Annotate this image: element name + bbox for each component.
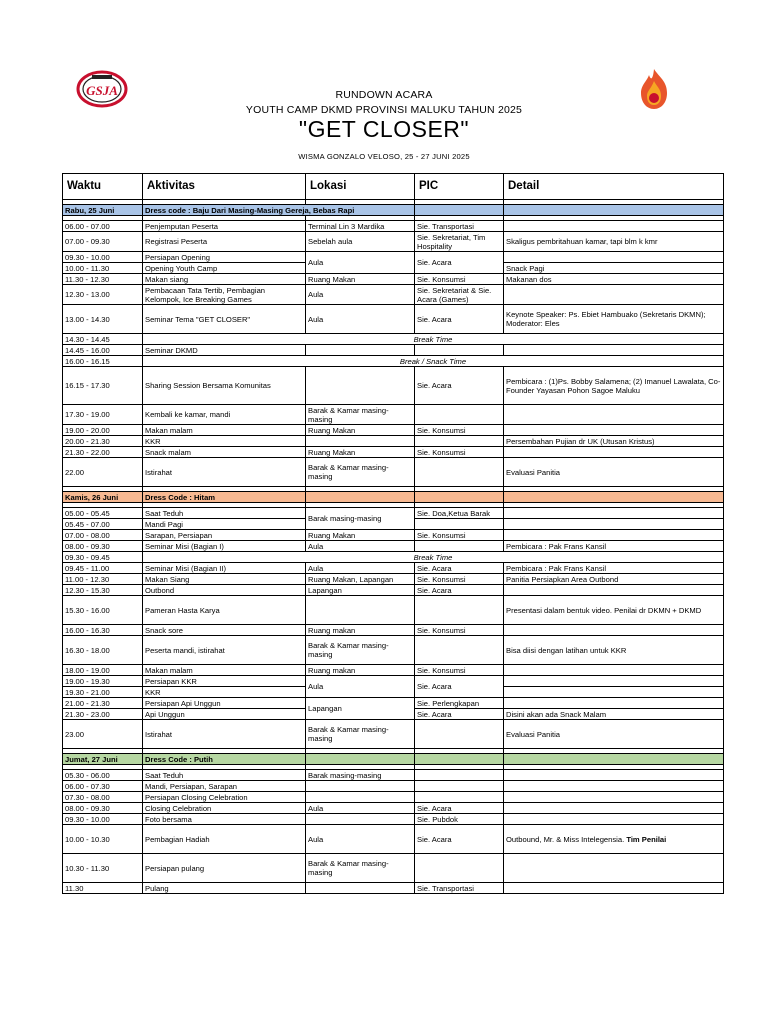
cell-activity: Pembagian Hadiah — [143, 825, 306, 854]
cell-activity: Saat Teduh — [143, 508, 306, 519]
cell-location: Barak & Kamar masing-masing — [306, 636, 415, 665]
cell-detail: Evaluasi Panitia — [504, 720, 724, 749]
cell-pic: Sie. Konsumsi — [415, 574, 504, 585]
cell-location: Ruang Makan — [306, 425, 415, 436]
cell-location: Aula — [306, 676, 415, 698]
cell-detail — [504, 508, 724, 519]
cell-time: 22.00 — [63, 458, 143, 487]
cell-location — [306, 781, 415, 792]
cell-location: Aula — [306, 825, 415, 854]
cell-location: Barak & Kamar masing-masing — [306, 405, 415, 425]
dress-code: Dress Code : Hitam — [143, 492, 306, 503]
cell-activity: Foto bersama — [143, 814, 306, 825]
cell-location: Barak & Kamar masing-masing — [306, 854, 415, 883]
svg-text:GSJA: GSJA — [86, 83, 118, 98]
table-row — [63, 585, 724, 596]
col-header-pic: PIC — [415, 174, 504, 200]
cell-time: 05.30 - 06.00 — [63, 770, 143, 781]
table-row — [63, 252, 724, 263]
cell-detail — [504, 625, 724, 636]
table-row — [63, 665, 724, 676]
cell-activity: Kembali ke kamar, mandi — [143, 405, 306, 425]
cell-detail — [504, 405, 724, 425]
cell-location: Sebelah aula — [306, 232, 415, 252]
cell-activity: Api Unggun — [143, 709, 306, 720]
cell-time: 06.00 - 07.00 — [63, 221, 143, 232]
cell-location: Ruang Makan — [306, 274, 415, 285]
table-row — [63, 345, 724, 356]
cell-time: 16.15 - 17.30 — [63, 367, 143, 405]
day-date: Rabu, 25 Juni — [63, 205, 143, 216]
cell-detail: Bisa diisi dengan latihan untuk KKR — [504, 636, 724, 665]
day-date: Kamis, 26 Juni — [63, 492, 143, 503]
table-row — [63, 698, 724, 709]
cell-time: 19.00 - 19.30 — [63, 676, 143, 687]
col-header-lokasi: Lokasi — [306, 174, 415, 200]
cell-location: Ruang Makan — [306, 447, 415, 458]
cell-detail: Panitia Persiapkan Area Outbond — [504, 574, 724, 585]
cell-pic: Sie. Konsumsi — [415, 274, 504, 285]
cell-location — [306, 596, 415, 625]
doc-heading-event: YOUTH CAMP DKMD PROVINSI MALUKU TAHUN 2025 — [245, 104, 523, 116]
cell-activity: Makan siang — [143, 274, 306, 285]
cell-detail — [504, 825, 724, 854]
cell-activity: Snack malam — [143, 447, 306, 458]
table-row — [63, 221, 724, 232]
cell-pic — [415, 541, 504, 552]
table-row — [63, 770, 724, 781]
cell-detail: Persembahan Pujian dr UK (Utusan Kristus) — [504, 436, 724, 447]
cell-location: Barak masing-masing — [306, 770, 415, 781]
cell-location — [306, 814, 415, 825]
cell-time: 09.45 - 11.00 — [63, 563, 143, 574]
cell-detail — [504, 792, 724, 803]
cell-pic: Sie. Doa,Ketua Barak — [415, 508, 504, 519]
cell-time: 09.30 - 09.45 — [63, 552, 143, 563]
cell-pic: Sie. Acara — [415, 825, 504, 854]
cell-detail: Evaluasi Panitia — [504, 458, 724, 487]
cell-detail — [504, 665, 724, 676]
cell-time: 19.00 - 20.00 — [63, 425, 143, 436]
cell-time: 11.30 - 12.30 — [63, 274, 143, 285]
cell-activity: Sarapan, Persiapan — [143, 530, 306, 541]
cell-location: Terminal Lin 3 Mardika — [306, 221, 415, 232]
cell-activity: Snack sore — [143, 625, 306, 636]
cell-time: 05.45 - 07.00 — [63, 519, 143, 530]
cell-activity: Istirahat — [143, 720, 306, 749]
table-row — [63, 530, 724, 541]
col-header-detail: Detail — [504, 174, 724, 200]
cell-detail: Pembicara : (1)Ps. Bobby Salamena; (2) Imanuel Lawalata, Co-Founder Yayasan Pohon Sagoe Maluku — [504, 367, 724, 405]
rundown-table — [62, 173, 724, 894]
cell-pic: Sie. Acara — [415, 585, 504, 596]
table-row — [63, 854, 724, 883]
cell-pic: Sie. Acara — [415, 803, 504, 814]
cell-activity: Persiapan pulang — [143, 854, 306, 883]
cell-activity: Penjemputan Peserta — [143, 221, 306, 232]
cell-time: 16.30 - 18.00 — [63, 636, 143, 665]
cell-time: 08.00 - 09.30 — [63, 541, 143, 552]
cell-detail — [504, 770, 724, 781]
cell-detail — [504, 676, 724, 687]
cell-location: Lapangan — [306, 698, 415, 720]
table-row — [63, 367, 724, 405]
cell-detail — [504, 285, 724, 305]
cell-pic: Sie. Sekretariat & Sie. Acara (Games) — [415, 285, 504, 305]
day-header-row — [63, 492, 724, 503]
cell-activity: Makan malam — [143, 425, 306, 436]
day-header-row — [63, 754, 724, 765]
day-date: Jumat, 27 Juni — [63, 754, 143, 765]
cell-activity: Pembacaan Tata Tertib, Pembagian Kelompok, Ice Breaking Games — [143, 285, 306, 305]
table-row — [63, 552, 724, 563]
cell-pic: Sie. Konsumsi — [415, 447, 504, 458]
cell-pic — [415, 770, 504, 781]
table-row — [63, 508, 724, 519]
cell-pic — [415, 792, 504, 803]
cell-activity: Persiapan KKR — [143, 676, 306, 687]
table-row — [63, 285, 724, 305]
doc-heading-rundown: RUNDOWN ACARA — [335, 89, 433, 101]
cell-activity: Seminar Misi (Bagian II) — [143, 563, 306, 574]
cell-pic: Sie. Pubdok — [415, 814, 504, 825]
doc-venue: WISMA GONZALO VELOSO, 25 - 27 JUNI 2025 — [298, 152, 470, 161]
cell-location: Lapangan — [306, 585, 415, 596]
cell-time: 05.00 - 05.45 — [63, 508, 143, 519]
table-row — [63, 356, 724, 367]
cell-location: Aula — [306, 305, 415, 334]
cell-time: 11.30 — [63, 883, 143, 894]
table-row — [63, 447, 724, 458]
cell-time: 12.30 - 15.30 — [63, 585, 143, 596]
doc-title: "GET CLOSER" — [298, 116, 470, 142]
cell-time: 12.30 - 13.00 — [63, 285, 143, 305]
table-row — [63, 792, 724, 803]
cell-location: Aula — [306, 563, 415, 574]
cell-location: Ruang makan — [306, 665, 415, 676]
cell-detail — [504, 447, 724, 458]
cell-time: 18.00 - 19.00 — [63, 665, 143, 676]
cell-pic — [415, 854, 504, 883]
table-row — [63, 636, 724, 665]
table-row — [63, 883, 724, 894]
table-row — [63, 232, 724, 252]
cell-activity: Persiapan Closing Celebration — [143, 792, 306, 803]
detail-bold-text: Tim Penilai — [626, 834, 667, 844]
table-row — [63, 305, 724, 334]
cell-time: 23.00 — [63, 720, 143, 749]
cell-location: Ruang makan — [306, 625, 415, 636]
cell-detail: Disini akan ada Snack Malam — [504, 709, 724, 720]
table-row — [63, 541, 724, 552]
cell-time: 13.00 - 14.30 — [63, 305, 143, 334]
cell-location: Barak masing-masing — [306, 508, 415, 530]
cell-pic: Sie. Acara — [415, 305, 504, 334]
cell-pic: Sie. Transportasi — [415, 883, 504, 894]
cell-activity: Seminar Misi (Bagian I) — [143, 541, 306, 552]
cell-activity: Pameran Hasta Karya — [143, 596, 306, 625]
cell-time: 07.00 - 08.00 — [63, 530, 143, 541]
cell-location: Aula — [306, 252, 415, 274]
cell-time: 07.00 - 09.30 — [63, 232, 143, 252]
cell-time: 14.30 - 14.45 — [63, 334, 143, 345]
cell-location: Aula — [306, 803, 415, 814]
cell-detail — [504, 687, 724, 698]
cell-activity: Istirahat — [143, 458, 306, 487]
table-row — [63, 676, 724, 687]
cell-time: 20.00 - 21.30 — [63, 436, 143, 447]
cell-activity: Seminar Tema "GET CLOSER" — [143, 305, 306, 334]
cell-pic: Sie. Acara — [415, 676, 504, 698]
cell-detail: Makanan dos — [504, 274, 724, 285]
cell-location: Aula — [306, 541, 415, 552]
table-row — [63, 803, 724, 814]
table-row — [63, 563, 724, 574]
cell-detail — [504, 814, 724, 825]
cell-time: 10.00 - 10.30 — [63, 825, 143, 854]
table-row — [63, 458, 724, 487]
cell-pic: Sie. Acara — [415, 367, 504, 405]
cell-time: 16.00 - 16.15 — [63, 356, 143, 367]
cell-location: Barak & Kamar masing-masing — [306, 720, 415, 749]
cell-time: 21.00 - 21.30 — [63, 698, 143, 709]
detail-text: Outbound, Mr. & Miss Intelegensia. — [506, 834, 625, 844]
cell-activity: Persiapan Api Unggun — [143, 698, 306, 709]
cell-time: 21.30 - 23.00 — [63, 709, 143, 720]
cell-location — [306, 436, 415, 447]
cell-pic — [415, 458, 504, 487]
cell-time: 17.30 - 19.00 — [63, 405, 143, 425]
cell-detail — [504, 221, 724, 232]
cell-pic: Sie. Acara — [415, 252, 504, 274]
cell-time: 19.30 - 21.00 — [63, 687, 143, 698]
cell-pic: Sie. Perlengkapan — [415, 698, 504, 709]
cell-detail — [504, 883, 724, 894]
day-header-row — [63, 205, 724, 216]
cell-time: 09.30 - 10.00 — [63, 814, 143, 825]
cell-pic: Sie. Konsumsi — [415, 665, 504, 676]
cell-activity: Sharing Session Bersama Komunitas — [143, 367, 306, 405]
cell-location — [306, 367, 415, 405]
cell-activity: Makan Siang — [143, 574, 306, 585]
cell-pic: Sie. Transportasi — [415, 221, 504, 232]
table-row — [63, 781, 724, 792]
cell-detail: Pembicara : Pak Frans Kansil — [504, 563, 724, 574]
cell-time: 08.00 - 09.30 — [63, 803, 143, 814]
table-row — [63, 436, 724, 447]
table-row — [63, 425, 724, 436]
cell-time: 15.30 - 16.00 — [63, 596, 143, 625]
cell-time: 07.30 - 08.00 — [63, 792, 143, 803]
dress-code: Dress Code : Putih — [143, 754, 306, 765]
cell-activity: Pulang — [143, 883, 306, 894]
dress-code: Dress code : Baju Dari Masing-Masing Gereja, Bebas Rapi — [143, 205, 415, 216]
cell-location: Ruang Makan, Lapangan — [306, 574, 415, 585]
cell-time: 09.30 - 10.00 — [63, 252, 143, 263]
table-row — [63, 825, 724, 854]
cell-pic: Sie. Konsumsi — [415, 425, 504, 436]
cell-time: 11.00 - 12.30 — [63, 574, 143, 585]
table-row — [63, 274, 724, 285]
cell-pic — [415, 596, 504, 625]
table-row — [63, 334, 724, 345]
cell-pic — [415, 436, 504, 447]
cell-pic: Sie. Konsumsi — [415, 625, 504, 636]
break-label: Break Time — [143, 552, 724, 563]
cell-detail — [504, 803, 724, 814]
cell-detail — [504, 698, 724, 709]
cell-pic — [415, 720, 504, 749]
cell-activity: Outbond — [143, 585, 306, 596]
cell-activity: Seminar DKMD — [143, 345, 306, 356]
break-label: Break Time — [143, 334, 724, 345]
table-row — [63, 574, 724, 585]
cell-detail — [504, 252, 724, 263]
cell-activity: Registrasi Peserta — [143, 232, 306, 252]
table-row — [63, 814, 724, 825]
cell-pic: Sie. Acara — [415, 709, 504, 720]
cell-location — [306, 883, 415, 894]
cell-activity: KKR — [143, 436, 306, 447]
cell-location: Ruang Makan — [306, 530, 415, 541]
cell-activity: Mandi Pagi — [143, 519, 306, 530]
cell-location — [306, 792, 415, 803]
cell-location: Aula — [306, 285, 415, 305]
table-row — [63, 720, 724, 749]
table-row — [63, 625, 724, 636]
cell-pic: Sie. Sekretariat, Tim Hospitality — [415, 232, 504, 252]
cell-detail — [504, 781, 724, 792]
cell-pic — [415, 781, 504, 792]
cell-detail — [504, 854, 724, 883]
cell-time: 10.00 - 11.30 — [63, 263, 143, 274]
cell-pic — [415, 636, 504, 665]
cell-activity: Peserta mandi, istirahat — [143, 636, 306, 665]
cell-activity: Opening Youth Camp — [143, 263, 306, 274]
cell-activity: KKR — [143, 687, 306, 698]
cell-detail — [504, 585, 724, 596]
cell-pic — [415, 405, 504, 425]
cell-location: Barak & Kamar masing-masing — [306, 458, 415, 487]
cell-time: 16.00 - 16.30 — [63, 625, 143, 636]
cell-pic: Sie. Konsumsi — [415, 530, 504, 541]
cell-detail: Pembicara : Pak Frans Kansil — [504, 541, 724, 552]
cell-time: 21.30 - 22.00 — [63, 447, 143, 458]
cell-time: 06.00 - 07.30 — [63, 781, 143, 792]
cell-detail — [504, 425, 724, 436]
break-label: Break / Snack Time — [143, 356, 724, 367]
col-header-aktivitas: Aktivitas — [143, 174, 306, 200]
cell-detail: Snack Pagi — [504, 263, 724, 274]
cell-pic: Sie. Acara — [415, 563, 504, 574]
cell-activity: Mandi, Persiapan, Sarapan — [143, 781, 306, 792]
table-row — [63, 596, 724, 625]
cell-detail — [504, 530, 724, 541]
cell-detail: Presentasi dalam bentuk video. Penilai dr DKMN + DKMD — [504, 596, 724, 625]
cell-detail: Keynote Speaker: Ps. Ebiet Hambuako (Sekretaris DKMN); Moderator: Eles — [504, 305, 724, 334]
col-header-waktu: Waktu — [63, 174, 143, 200]
cell-activity: Persiapan Opening — [143, 252, 306, 263]
table-row — [63, 405, 724, 425]
cell-time: 14.45 - 16.00 — [63, 345, 143, 356]
cell-detail: Skaligus pembritahuan kamar, tapi blm k kmr — [504, 232, 724, 252]
cell-activity: Makan malam — [143, 665, 306, 676]
cell-time: 10.30 - 11.30 — [63, 854, 143, 883]
cell-activity: Closing Celebration — [143, 803, 306, 814]
cell-activity: Saat Teduh — [143, 770, 306, 781]
table-header-row — [63, 174, 724, 200]
